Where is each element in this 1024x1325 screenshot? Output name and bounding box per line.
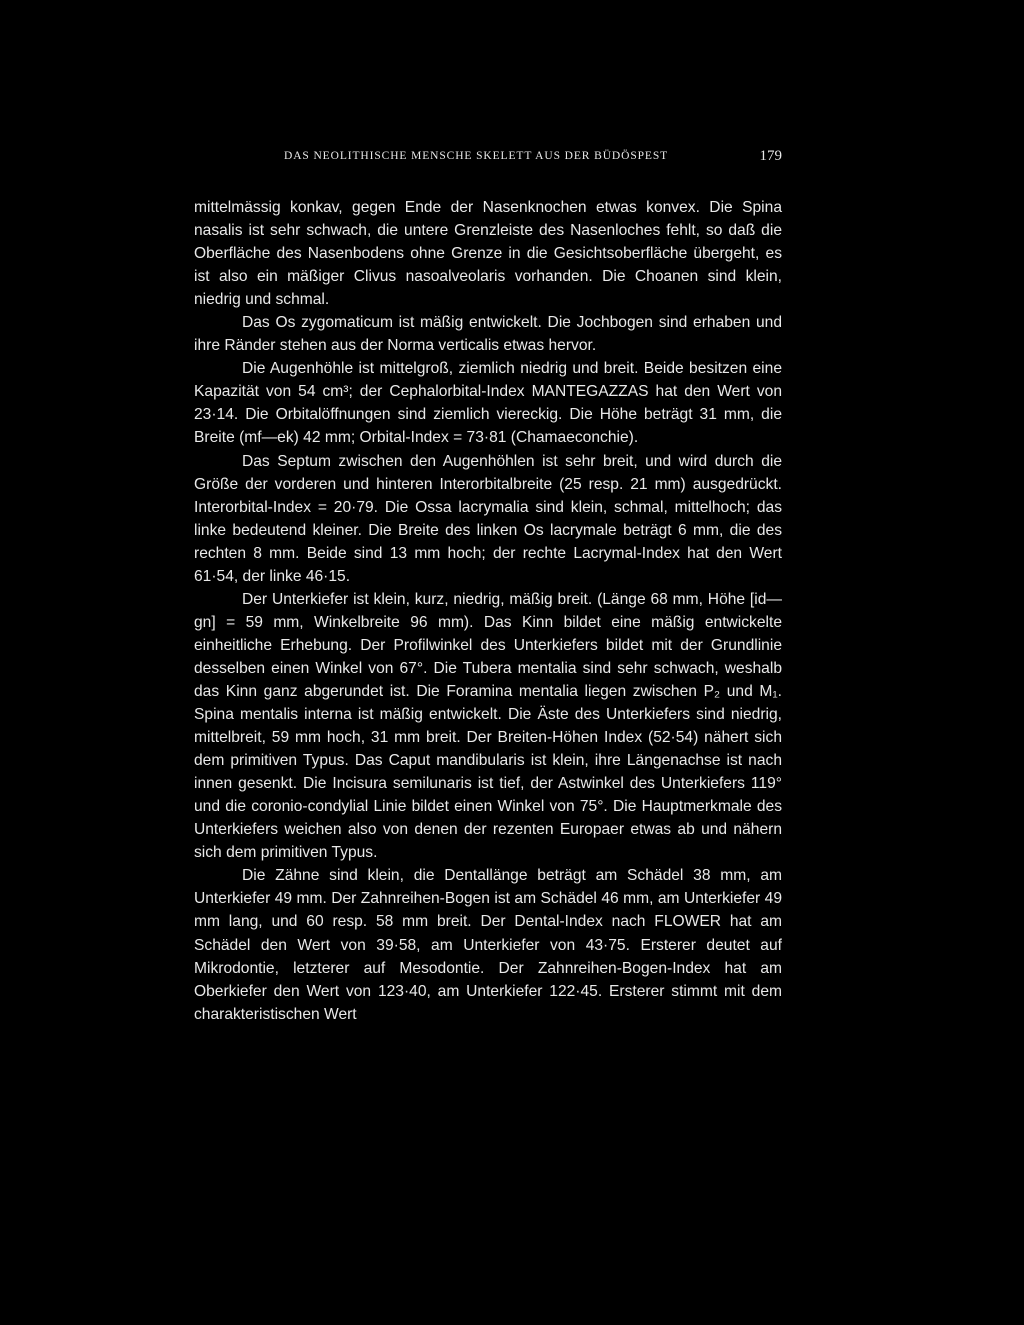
paragraph: Der Unterkiefer ist klein, kurz, niedrig, mäßig breit. (Länge 68 mm, Höhe [id—gn] = 59 mm, Winkelbreite 96 mm). Das Kinn bildet eine mäßig entwickelte einheitliche Erhebung. Der Profilwinkel des Unterkiefers bildet mit der Grundlinie desselben einen Winkel von 67°. Die Tubera mentalia sind sehr schwach, weshalb das Kinn ganz abgerundet ist. Die Foramina mentalia liegen zwischen P₂ und M₁. Spina mentalis interna ist mäßig entwickelt. Die Äste des Unterkiefers sind niedrig, mittelbreit, 59 mm hoch, 31 mm breit. Der Breiten-Höhen Index (52·54) nähert sich dem primitiven Typus. Das Caput mandibularis ist klein, ihre Längenachse ist nach innen gesenkt. Die Incisura semilunaris ist tief, der Astwinkel des Unterkiefers 119° und die coronio-condylial Linie bildet einen Winkel von 75°. Die Hauptmerkmale des Unterkiefers weichen also von denen der rezenten Europaer etwas ab und nähern sich dem primitiven Typus. — [194, 590, 782, 862]
body-text — [194, 196, 782, 1026]
paragraph: Das Septum zwischen den Augenhöhlen ist sehr breit, und wird durch die Größe der vorderen und hinteren Interorbitalbreite (25 resp. 21 mm) ausgedrückt. Interorbital-Index = 20·79. Die Ossa lacrymalia sind klein, schmal, mittelhoch; das linke bedeutend kleiner. Die Breite des linken Os lacrymale beträgt 6 mm, die des rechten 8 mm. Beide sind 13 mm hoch; der rechte Lacrymal-Index hat den Wert 61·54, der linke 46·15. — [194, 452, 782, 585]
paragraph: Die Augenhöhle ist mittelgroß, ziemlich niedrig und breit. Beide besitzen eine Kapazität von 54 cm³; der Cephalorbital-Index MANTEGAZZAS hat den Wert von 23·14. Die Orbitalöffnungen sind ziemlich viereckig. Die Höhe beträgt 31 mm, die Breite (mf—ek) 42 mm; Orbital-Index = 73·81 (Chamaeconchie). — [194, 360, 782, 447]
page-number: 179 — [759, 148, 782, 164]
paragraph: Die Zähne sind klein, die Dentallänge beträgt am Schädel 38 mm, am Unterkiefer 49 mm. Der Zahnreihen-Bogen ist am Schädel 46 mm, am Unterkiefer 49 mm lang, und 60 resp. 58 mm breit. Der Dental-Index nach FLOWER hat am Schädel den Wert von 39·58, am Unterkiefer von 43·75. Ersterer deutet auf Mikrodontie, letzterer auf Mesodontie. Der Zahnreihen-Bogen-Index hat am Oberkiefer den Wert von 123·40, am Unterkiefer 122·45. Ersterer stimmt mit dem charakteristischen Wert — [194, 867, 782, 1023]
paragraph: Das Os zygomaticum ist mäßig entwickelt. Die Jochbogen sind erhaben und ihre Ränder stehen aus der Norma verticalis etwas hervor. — [194, 314, 782, 355]
running-title: DAS NEOLITHISCHE MENSCHE SKELETT AUS DER BÜDÖSPEST — [284, 150, 669, 162]
page-header — [194, 150, 782, 170]
paragraph: mittelmässig konkav, gegen Ende der Nasenknochen etwas konvex. Die Spina nasalis ist sehr schwach, die untere Grenzleiste des Nasenloches fehlt, so daß die Oberfläche des Nasenbodens ohne Grenze in die Gesichtsoberfläche übergeht, es ist also ein mäßiger Clivus nasoalveolaris vorhanden. Die Choanen sind klein, niedrig und schmal. — [194, 199, 782, 309]
